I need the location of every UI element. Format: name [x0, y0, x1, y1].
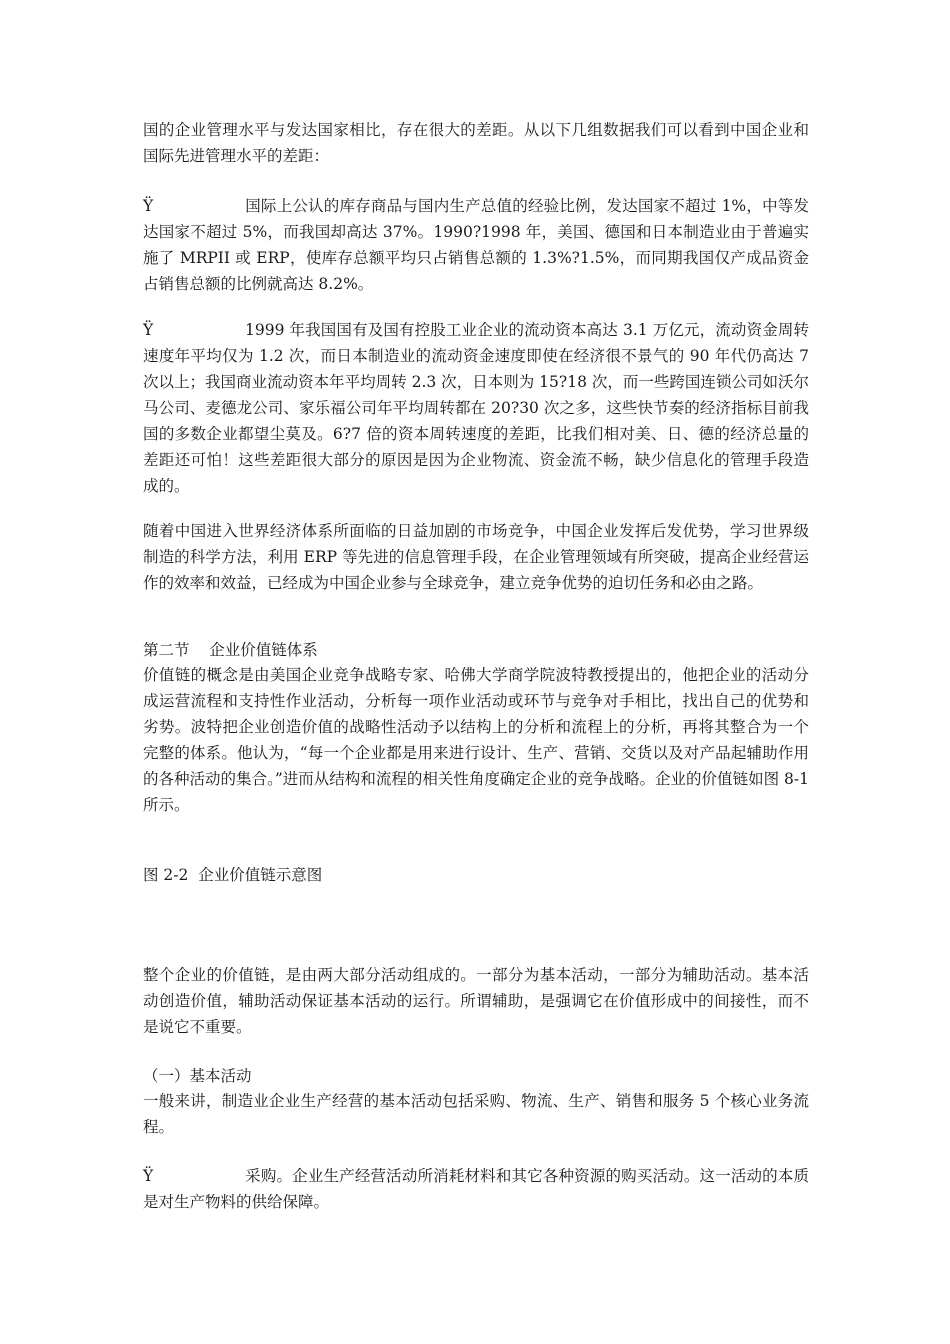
bullet-text-capital-turnover: 1999 年我国国有及国有控股工业企业的流动资本高达 3.1 万亿元，流动资金周转速度年平均仅为 1.2 次，而日本制造业的流动资金速度即使在经济很不景气的 90 年代仍高达 7 次以上；我国商业流动资本年平均周转 2.3 次，日本则为 15?18 次，而一些跨国连锁公司如沃尔马公司、麦德龙公司、家乐福公司年平均周转都在 20?30 次之多，这些快节奏的经济指标目前我国的多数企业都望尘莫及。6?7 倍的资本周转速度的差距，比我们相对美、日、德的经济总量的差距还可怕！这些差距很大部分的原因是因为企业物流、资金流不畅，缺少信息化的管理手段造成的。 [143, 321, 809, 495]
bullet-text-procurement: 采购。企业生产经营活动所消耗材料和其它各种资源的购买活动。这一活动的本质是对生产物料的供给保障。 [143, 1167, 809, 1211]
basic-activities-paragraph: 一般来讲，制造业企业生产经营的基本活动包括采购、物流、生产、销售和服务 5 个核心业务流程。 [143, 1092, 809, 1136]
bullet-item-procurement [143, 1163, 809, 1215]
bullet-item-inventory [143, 193, 809, 297]
intro-paragraph: 国的企业管理水平与发达国家相比，存在很大的差距。从以下几组数据我们可以看到中国企业和国际先进管理水平的差距： [143, 121, 809, 165]
bullet-item-capital-turnover [143, 317, 809, 499]
globalization-paragraph: 随着中国进入世界经济体系所面临的日益加剧的市场竞争，中国企业发挥后发优势，学习世界级制造的科学方法，利用 ERP 等先进的信息管理手段，在企业管理领域有所突破，提高企业经营运作的效率和效益，已经成为中国企业参与全球竞争，建立竞争优势的迫切任务和必由之路。 [143, 522, 809, 592]
bullet-icon: Ÿ [143, 197, 154, 215]
two-parts-paragraph: 整个企业的价值链，是由两大部分活动组成的。一部分为基本活动，一部分为辅助活动。基本活动创造价值，辅助活动保证基本活动的运行。所谓辅助，是强调它在价值形成中的间接性，而不是说它不重要。 [143, 966, 809, 1036]
bullet-text-inventory: 国际上公认的库存商品与国内生产总值的经验比例，发达国家不超过 1%，中等发达国家不超过 5%，而我国却高达 37%。1990?1998 年，美国、德国和日本制造业由于普遍实施了 MRPII 或 ERP，使库存总额平均只占销售总额的 1.3%?1.5%，而同期我国仅产成品资金占销售总额的比例就高达 8.2%。 [143, 197, 809, 293]
basic-activities-subheading: （一）基本活动 [143, 1067, 252, 1085]
bullet-icon: Ÿ [143, 321, 154, 339]
bullet-icon: Ÿ [143, 1167, 154, 1185]
section-heading: 第二节 企业价值链体系 [143, 641, 318, 659]
value-chain-paragraph: 价值链的概念是由美国企业竞争战略专家、哈佛大学商学院波特教授提出的，他把企业的活动分成运营流程和支持性作业活动，分析每一项作业活动或环节与竞争对手相比，找出自己的优势和劣势。波特把企业创造价值的战略性活动予以结构上的分析和流程上的分析，再将其整合为一个完整的体系。他认为，“每一个企业都是用来进行设计、生产、营销、交货以及对产品起辅助作用的各种活动的集合。”进而从结构和流程的相关性角度确定企业的竞争战略。企业的价值链如图 8-1 所示。 [143, 666, 809, 814]
figure-caption: 图 2-2 企业价值链示意图 [143, 866, 323, 884]
